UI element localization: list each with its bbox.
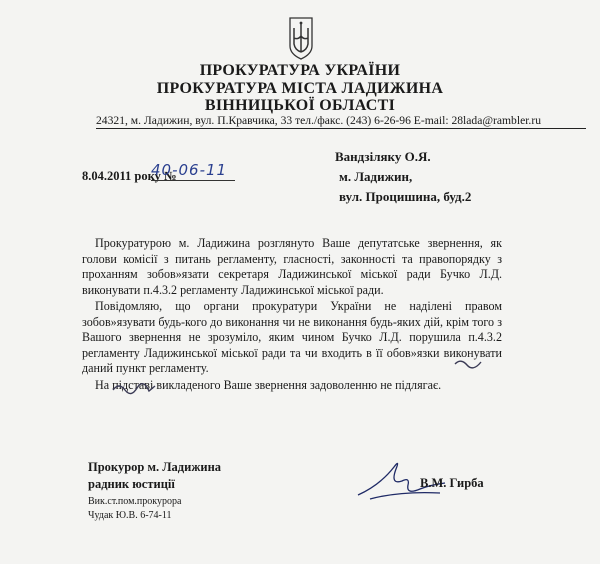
body-paragraph-1: Прокуратурою м. Ладижина розглянуто Ваше депутатське звернення, як голови комісії з питань регламенту, гласності, законності та правопорядку з проханням зобов»язати секретаря Ладижинської міської ради Бучко Л.Д. виконувати п.4.3.2 регламенту Ладижинської міської ради. (82, 236, 502, 297)
addressee-city: м. Ладижин, (339, 169, 413, 184)
ink-scribble-mark (111, 380, 157, 396)
signatory-name: В.М. Гирба (420, 476, 484, 490)
date-and-number-label: 8.04.2011 року № (82, 169, 177, 183)
letterhead-address: 24321, м. Ладижин, вул. П.Кравчика, 33 тел./факс. (243) 6-26-96 E-mail: 28lada@rambler.ru (96, 114, 541, 127)
letterhead-line-1: ПРОКУРАТУРА УКРАЇНИ (199, 62, 401, 79)
addressee-street: вул. Процишина, буд.2 (339, 189, 472, 204)
letterhead-line-3: ВІННИЦЬКОЇ ОБЛАСТІ (204, 97, 396, 114)
addressee-name: Вандзіляку О.Я. (335, 149, 431, 164)
signatory-title-line-1: Прокурор м. Ладижина (88, 460, 222, 474)
letterhead-divider (96, 128, 586, 129)
handwritten-registration-number: 40-06-11 (151, 160, 235, 181)
ink-scribble-mark-2 (453, 356, 483, 370)
executor-name-phone: Чудак Ю.В. 6-74-11 (88, 510, 172, 521)
signatory-title-line-2: радник юстиції (88, 477, 175, 491)
executor-role: Вик.ст.пом.прокурора (88, 496, 182, 507)
body-paragraph-3: На підставі викладеного Ваше звернення задоволенню не підлягає. (95, 378, 442, 392)
body-paragraph-2: Повідомляю, що органи прокуратури України не наділені правом зобов»язувати будь-кого до виконання чи не виконання будь-яких дій, крім того з Вашого звернення не зрозуміло, яким чином Бучко Л.Д. порушила п.4.3.2 регламенту Ладижинської міської ради та чи входить в її обов»язки виконувати даний пункт регламенту. (82, 299, 502, 375)
letterhead-line-2: ПРОКУРАТУРА МІСТА ЛАДИЖИНА (156, 80, 444, 97)
trident-emblem-icon (288, 16, 314, 60)
